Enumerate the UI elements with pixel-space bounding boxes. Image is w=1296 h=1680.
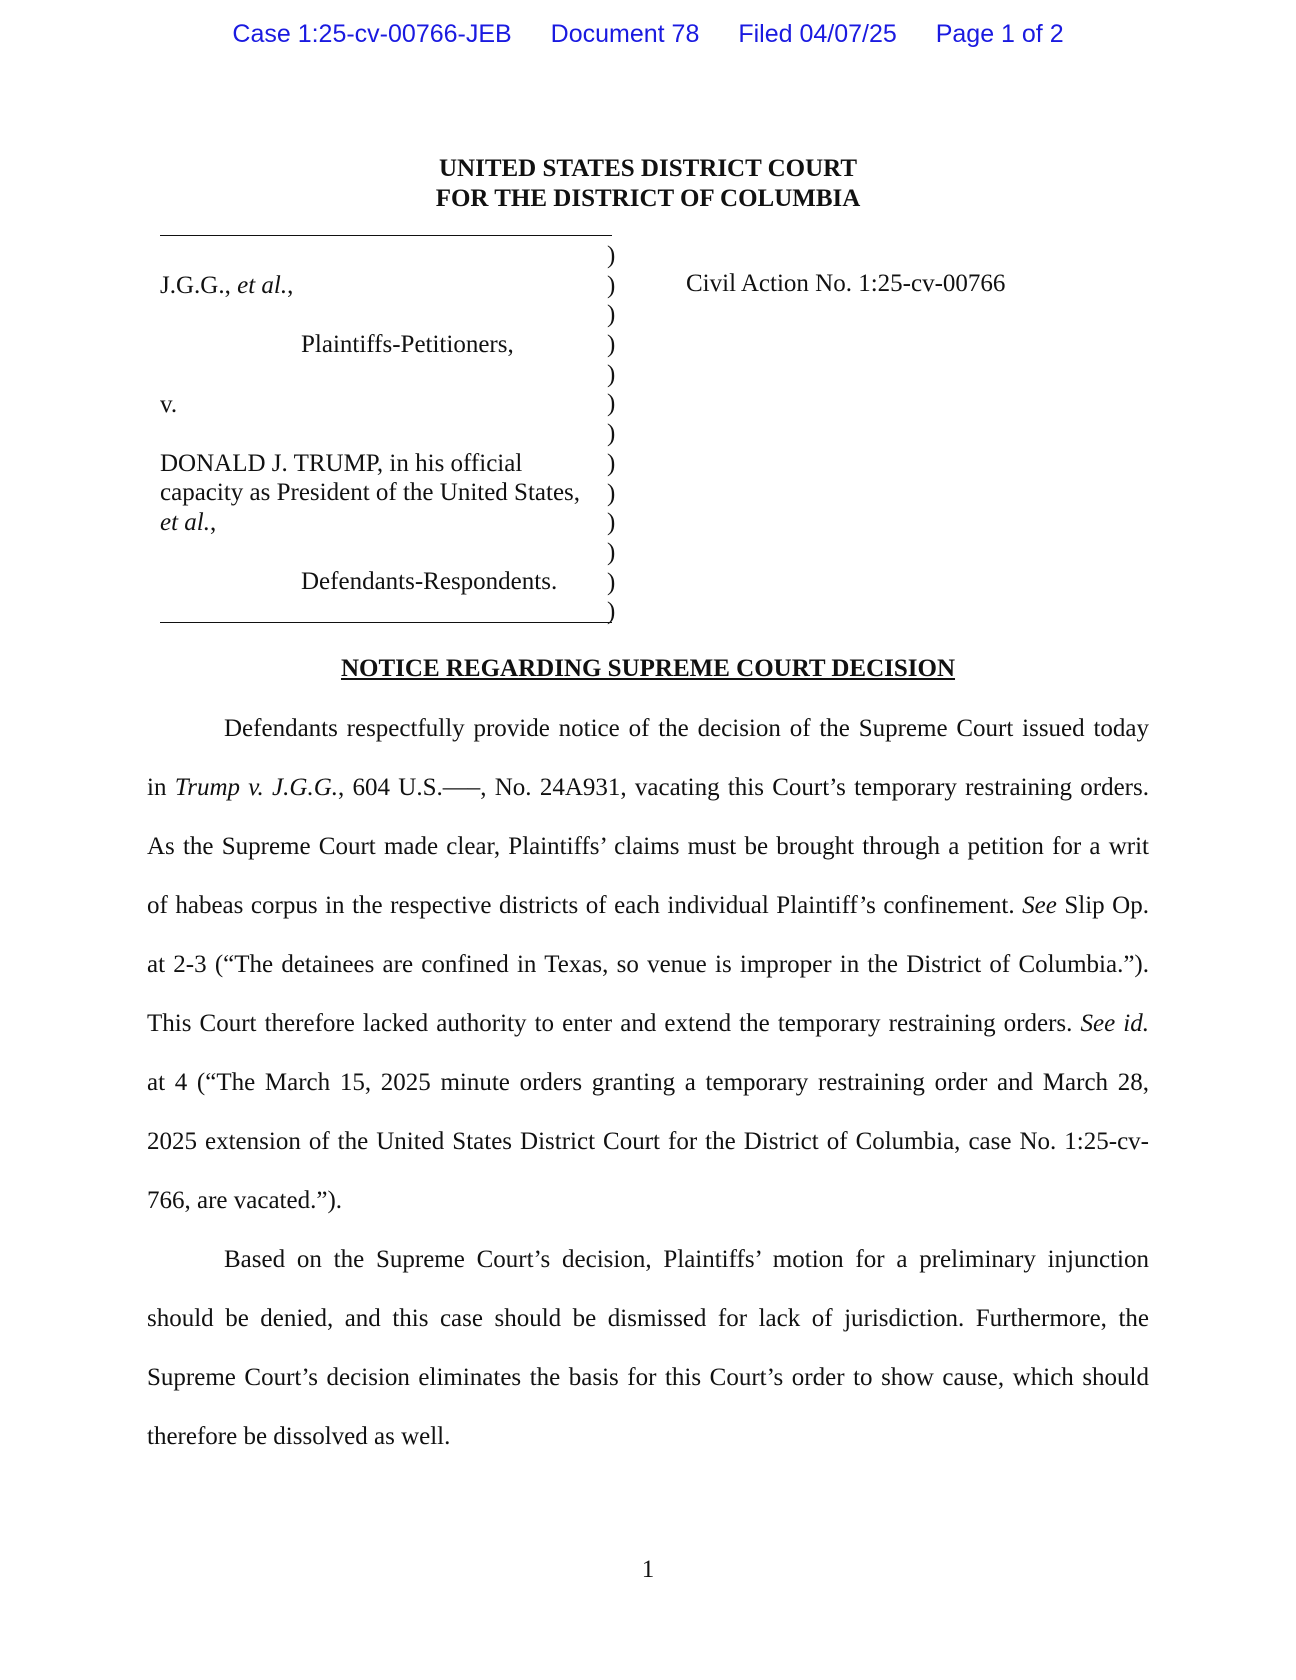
paren: ) (607, 242, 616, 269)
paren: ) (607, 331, 616, 359)
paren: ) (607, 420, 616, 448)
court-title-line1: UNITED STATES DISTRICT COURT (439, 155, 857, 182)
paragraph-2 (147, 1230, 1149, 1466)
paragraph-line: in Trump v. J.G.G., 604 U.S.—–, No. 24A931, vacating this Court’s temporary restraining orders. (147, 774, 1149, 801)
paren: ) (607, 538, 616, 566)
paragraph-line: Supreme Court’s decision eliminates the basis for this Court’s order to show cause, which should (147, 1364, 1149, 1391)
paragraph-line: Based on the Supreme Court’s decision, Plaintiffs’ motion for a preliminary injunction (224, 1246, 1149, 1273)
paragraph-line: 766, are vacated.”). (147, 1187, 343, 1214)
caption-top-rule (160, 235, 612, 236)
paragraph-line: This Court therefore lacked authority to enter and extend the temporary restraining orders. See id. (147, 1010, 1149, 1037)
document-number: Document 78 (550, 20, 700, 48)
paren: ) (607, 509, 616, 537)
ecf-header (0, 20, 1296, 49)
paragraph-line: of habeas corpus in the respective districts of each individual Plaintiff’s confinement. See Slip Op. (147, 892, 1149, 919)
defendant-line1: DONALD J. TRUMP, in his official (160, 450, 523, 477)
paragraph-line: should be denied, and this case should be dismissed for lack of jurisdiction. Furthermore, the (147, 1305, 1149, 1332)
court-title-line2: FOR THE DISTRICT OF COLUMBIA (435, 185, 861, 212)
notice-title: NOTICE REGARDING SUPREME COURT DECISION (340, 655, 956, 682)
paragraph-line: As the Supreme Court made clear, Plaintiffs’ claims must be brought through a petition for a writ (147, 833, 1149, 860)
paren: ) (607, 568, 616, 596)
paren: ) (607, 479, 616, 507)
page-number: 1 (641, 1556, 655, 1583)
versus: v. (160, 391, 178, 418)
paren: ) (607, 271, 616, 299)
caption-parentheses (607, 241, 615, 627)
paren: ) (607, 449, 616, 477)
page-count: Page 1 of 2 (935, 20, 1064, 48)
paragraph-line: therefore be dissolved as well. (147, 1423, 451, 1450)
paragraph-line: at 4 (“The March 15, 2025 minute orders granting a temporary restraining order and March 28, (147, 1069, 1149, 1096)
paren: ) (607, 360, 616, 388)
paragraph-line: at 2-3 (“The detainees are confined in Texas, so venue is improper in the District of Columbia.”). (147, 951, 1149, 978)
paren: ) (607, 390, 616, 418)
paren: ) (607, 301, 616, 329)
case-number: Case 1:25-cv-00766-JEB (232, 20, 512, 48)
defendant-role: Defendants-Respondents. (301, 568, 558, 595)
defendant-etal: et al., (160, 509, 217, 536)
civil-action-number: Civil Action No. 1:25-cv-00766 (686, 270, 1006, 297)
paragraph-line: Defendants respectfully provide notice of the decision of the Supreme Court issued today (224, 715, 1149, 742)
paragraph-1 (147, 699, 1149, 1230)
court-title (0, 154, 1296, 214)
paragraph-line: 2025 extension of the United States District Court for the District of Columbia, case No. 1:25-cv- (147, 1128, 1149, 1155)
plaintiff-role: Plaintiffs-Petitioners, (301, 331, 514, 358)
caption-bottom-rule (160, 622, 612, 623)
case-citation: Trump v. J.G.G. (174, 774, 338, 801)
paren: ) (607, 598, 616, 626)
plaintiff-name: J.G.G., et al., (160, 272, 294, 299)
defendant-line2: capacity as President of the United States, (160, 479, 581, 506)
filed-date: Filed 04/07/25 (738, 20, 897, 48)
